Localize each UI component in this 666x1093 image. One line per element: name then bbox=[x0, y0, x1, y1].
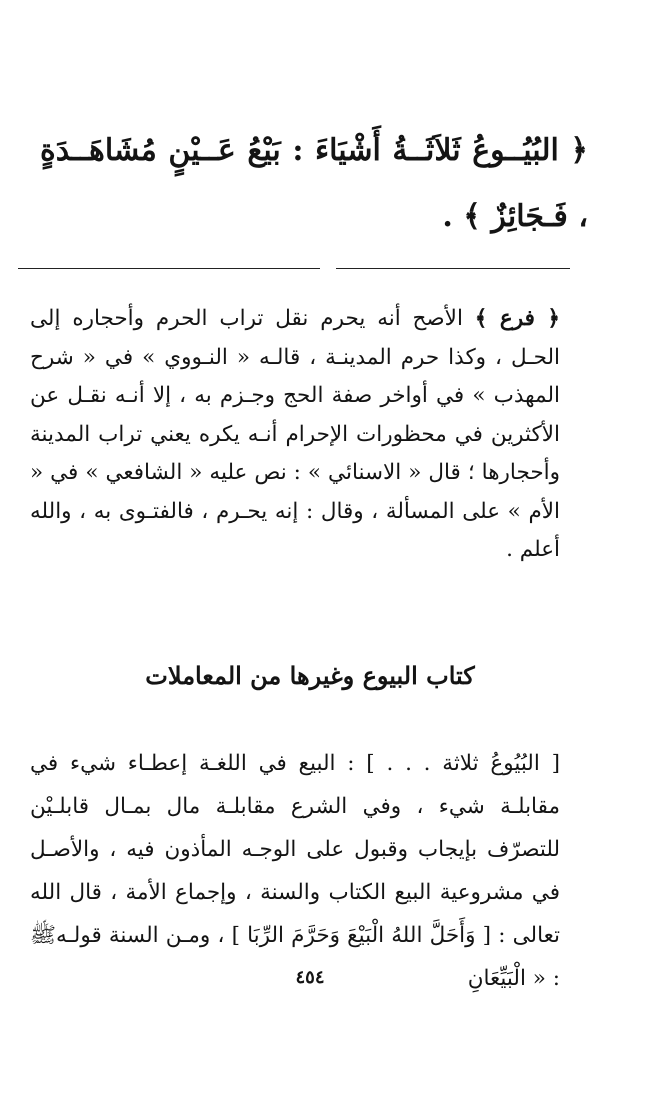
footnote-divider-left bbox=[18, 268, 320, 269]
note-paragraph bbox=[30, 300, 560, 570]
commentary-paragraph: [ البُيُوعُ ثلاثة . . . ] : البيع في اللغـة إعطـاء شيء في مقابلـة شيء ، وفي الشرع مقابلـة مال بمـال قابلـيْن للتصرّف بإيجاب وقبول على الوجـه المأذون فيه ، والأصـل في مشروعية البيع الكتاب والسنة ، وإجماع الأمة ، قال الله تعالى : [ وَأَحَلَّ اللهُ الْبَيْعَ وَحَرَّمَ الرِّبَا ] ، ومـن السنة قولـهﷺ : « الْبَيِّعَانِ bbox=[30, 751, 560, 991]
note-lead: ﴿ فرع ﴾ bbox=[474, 306, 561, 331]
chapter-title: كتاب البيوع وغيرها من المعاملات bbox=[145, 661, 475, 690]
matn-text: ﴿ البُيُــوعُ ثَلاَثَــةُ أَشْيَاءَ : بَيْعُ عَــيْنٍ مُشَاهَــدَةٍ ، فَـجَائِزٌ ﴾ . bbox=[40, 133, 588, 234]
footnote-divider-right bbox=[336, 268, 570, 269]
page-number: ٤٥٤ bbox=[295, 967, 325, 988]
note-text: الأصح أنه يحرم نقل تراب الحرم وأحجاره إلى الحـل ، وكذا حرم المدينـة ، قالـه « النـووي » في « شرح المهذب » في أواخر صفة الحج وجـزم به ، إلا أنـه نقـل عن الأكثرين في محظورات الإحرام أنـه يكره يعني تراب المدينة وأحجارها ؛ قال « الاسنائي » : نص عليه « الشافعي » في « الأم » على المسألة ، وقال : إنه يحـرم ، فالفتـوى به ، والله أعلم . bbox=[30, 306, 560, 562]
